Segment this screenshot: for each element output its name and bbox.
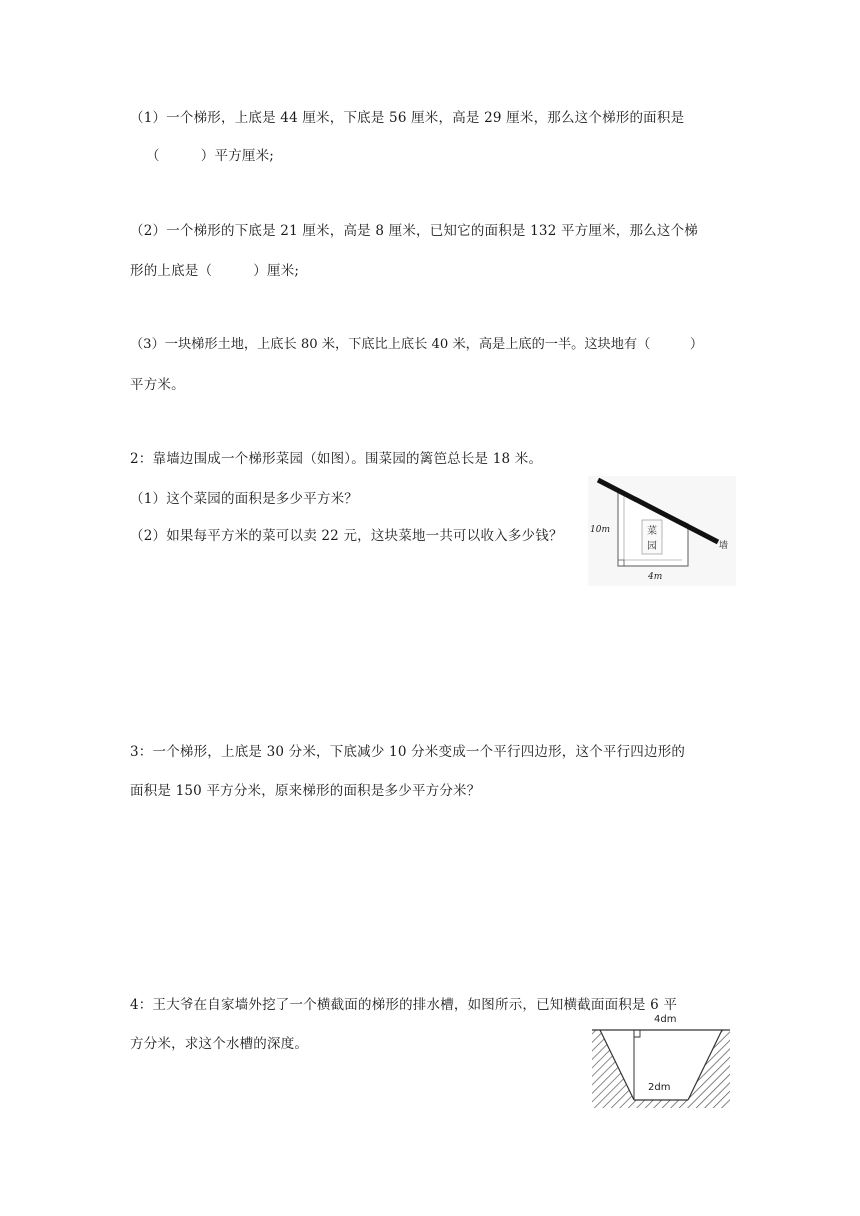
q2-sub2: （2）如果每平方米的菜可以卖 22 元，这块菜地一共可以收入多少钱？ — [130, 528, 563, 544]
q1-part2-line2: 形的上底是（ ）厘米; — [130, 263, 300, 279]
q4-line2: 方分米，求这个水槽的深度。 — [130, 1036, 309, 1052]
channel-figure — [590, 1010, 732, 1110]
q2-title: 2：靠墙边围成一个梯形菜园（如图）。围菜园的篱笆总长是 18 米。 — [130, 451, 543, 467]
q2-sub1: （1）这个菜园的面积是多少平方米？ — [130, 491, 358, 507]
q1-part3-line1: （3）一块梯形土地，上底长 80 米，下底比上底长 40 米，高是上底的一半。这块地有（ ） — [130, 337, 704, 352]
garden-char-1: 菜 — [647, 526, 657, 537]
q1-part1-line1: （1）一个梯形，上底是 44 厘米，下底是 56 厘米，高是 29 厘米，那么这个梯形的面积是 — [130, 110, 685, 126]
garden-char-2: 园 — [647, 541, 657, 552]
bottom-label: 4m — [648, 572, 663, 582]
wall-label: 墙 — [719, 541, 729, 551]
height-label: 10m — [590, 525, 610, 535]
q3-line1: 3：一个梯形，上底是 30 分米，下底减少 10 分米变成一个平行四边形，这个平行四边形的 — [130, 744, 686, 760]
q1-part3-line2: 平方米。 — [130, 377, 185, 393]
garden-figure — [588, 476, 736, 586]
q1-part1-line2: （ ）平方厘米; — [146, 148, 275, 164]
q1-part2-line1: （2）一个梯形的下底是 21 厘米，高是 8 厘米，已知它的面积是 132 平方厘米，那么这个梯 — [130, 223, 698, 239]
q4-line1: 4：王大爷在自家墙外挖了一个横截面的梯形的排水槽，如图所示，已知横截面面积是 6 平 — [130, 997, 678, 1013]
top-width-label: 4dm — [654, 1014, 677, 1025]
q3-line2: 面积是 150 平方分米，原来梯形的面积是多少平方分米？ — [130, 783, 481, 799]
bottom-width-label: 2dm — [648, 1082, 671, 1093]
